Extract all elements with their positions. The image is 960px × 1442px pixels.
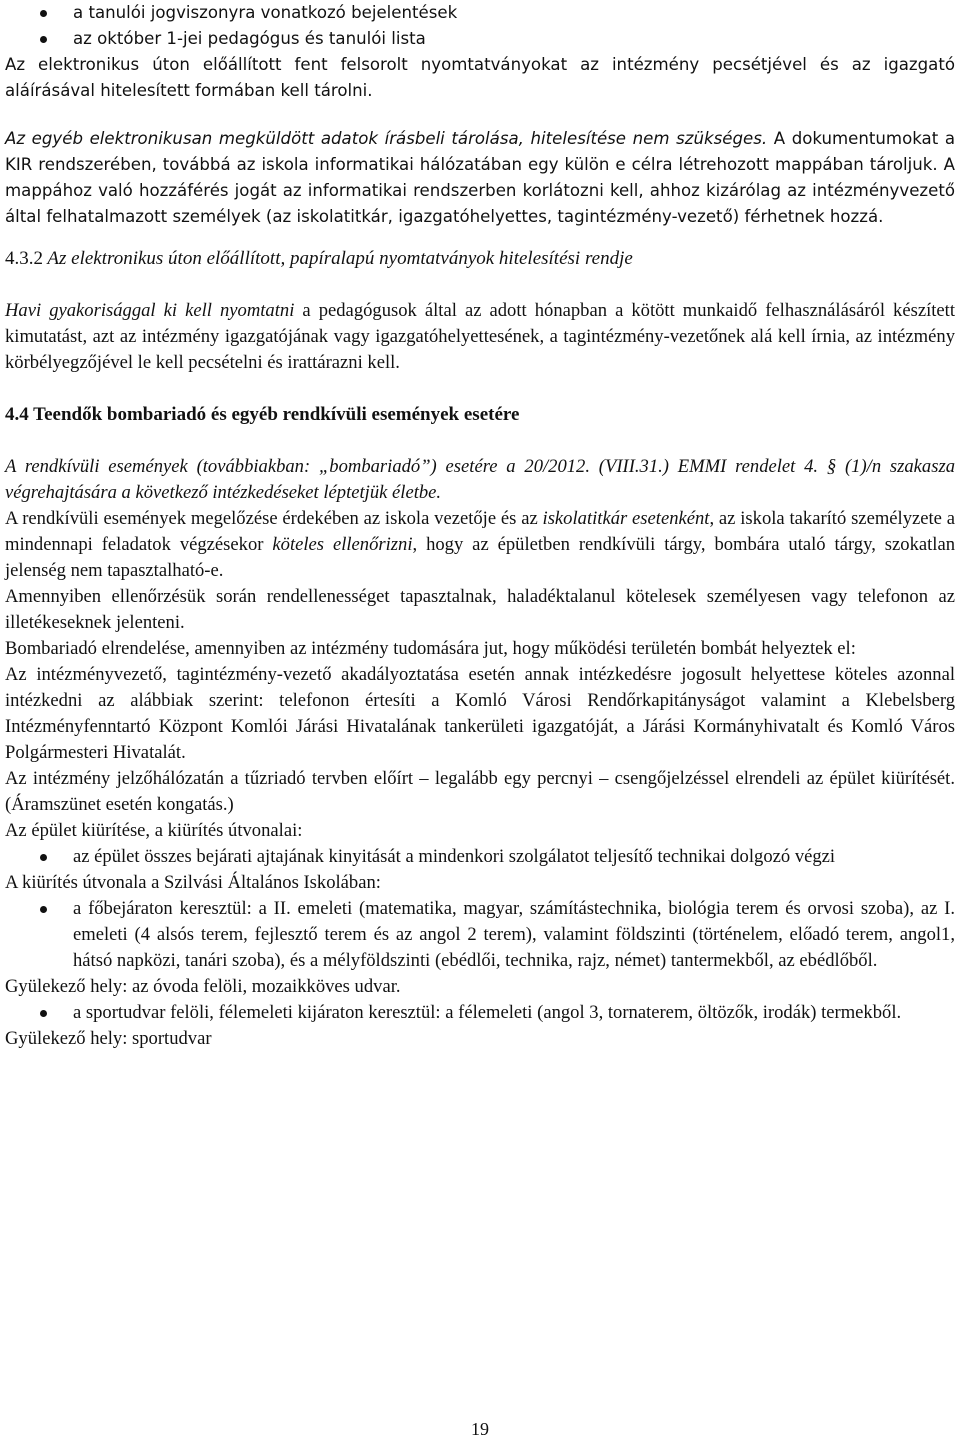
list-item [5,26,955,52]
bullet-icon [40,854,47,861]
monthly-text: a pedagógusok által az adott hónapban a kötött munkaidő felhasználásáról készített kimutatást, azt az intézmény igazgatójának vagy igazgatóhelyettesének, a tagintézmény-vezetőnek alá kell írnia, az intézmény körbélyegzőjével le kell pecsételni és irattárazni kell. [5,300,955,373]
list-item-text: a sportudvar felöli, félemeleti kijáraton keresztül: a félemeleti (angol 3, tornaterem, öltözők, irodák) termekből. [73,1002,902,1023]
prevention-text-2: , az iskola takarító személyzete a mindennapi feladatok végzésekor [5,508,955,555]
evacuation-bullet-list [5,844,955,870]
section-number: 4.3.2 [5,248,43,269]
top-bullet-list [5,0,955,52]
paragraph-decree: A rendkívüli események (továbbiakban: „bombariadó”) esetére a 20/2012. (VIII.31.) EMMI rendelet 4. § (1)/n szakasza végrehajtására a következő intézkedéseket léptetjük életbe. [5,456,955,503]
access-text: A mappához való hozzáférés jogát az informatikai rendszerben korlátozni kell, ahhoz kizárólag az intézményvezető által felhatalmazott személyek (az iskolatitkár, igazgatóhelyettes, tagintézmény-vezető) férhetnek hozzá. [5,155,955,226]
list-item [5,896,955,974]
paragraph-prevention [5,506,955,584]
paragraph-assembly-1: Gyülekező hely: az óvoda felöli, mozaikköves udvar. [5,976,401,997]
storage-italic-text: Az egyéb elektronikusan megküldött adatok írásbeli tárolása, hitelesítése nem szükséges. [5,129,768,148]
paragraph-alarm: Bombariadó elrendelése, amennyiben az intézmény tudomására jut, hogy működési területén bombát helyeztek el: [5,638,856,659]
list-item-text: az október 1-jei pedagógus és tanulói lista [73,29,426,48]
list-item-text: a főbejáraton keresztül: a II. emeleti (matematika, magyar, számítástechnika, biológia terem és orvosi szoba), az I. emeleti (4 alsós terem, fejlesztő terem és az angol 2 terem), valamint földszinti (történelem, előadó terem, angol1, hátsó napközi, tanári szoba), és a mélyföldszinti (ebédlői, technika, rajz, német) tantermekből, az ebédlőből. [73,898,955,971]
bullet-icon [40,10,47,17]
document-page [5,0,955,1052]
paragraph-signal: Az intézmény jelzőhálózatán a tűzriadó tervben előírt – legalább egy percnyi – csengőjelzéssel elrendeli az épület kiürítését. (Áramszünet esetén kongatás.) [5,768,955,815]
paragraph-authentication: Az elektronikus úton előállított fent felsorolt nyomtatványokat az intézmény pecsétjével és az igazgató aláírásával hitelesített formában kell tárolni. [5,55,955,100]
paragraph-notify: Az intézményvezető, tagintézmény-vezető akadályoztatása esetén annak intézkedésre jogosult helyettese köteles azonnal intézkedni az alábbiak szerint: telefonon értesíti a Komló Városi Rendőrkapitányságot valamint a Klebelsberg Intézményfenntartó Központ Komlói Járási Hivatalának tankerületi igazgatóját, a Járási Kormányhivatalt és Komló Város Polgármesteri Hivatalát. [5,664,955,763]
list-item [5,0,955,26]
paragraph-storage [5,126,955,230]
school-route-bullet-list [5,896,955,974]
section-heading-4-4: 4.4 Teendők bombariadó és egyéb rendkívüli események esetére [5,404,520,425]
paragraph-evacuation-routes: Az épület kiürítése, a kiürítés útvonalai: [5,820,303,841]
paragraph-assembly-2: Gyülekező hely: sportudvar [5,1028,212,1049]
bullet-icon [40,1010,47,1017]
bullet-icon [40,906,47,913]
storage-text: A dokumentumokat a KIR rendszerében, továbbá az iskola informatikai hálózatában egy külön e célra létrehozott mappában tároljuk. [5,129,955,174]
list-item-text: a tanulói jogviszonyra vonatkozó bejelentések [73,3,458,22]
page-number: 19 [471,1419,489,1439]
paragraph-monthly [5,298,955,376]
prevention-italic-2: köteles ellenőrizni [272,534,413,555]
paragraph-school-route: A kiürítés útvonala a Szilvási Általános Iskolában: [5,872,381,893]
prevention-text-1: A rendkívüli események megelőzése érdekében az iskola vezetője és az [5,508,543,529]
prevention-text-3: , hogy az épületben rendkívüli tárgy, bombára utaló tárgy, szokatlan jelenség nem tapasztalható-e. [5,534,955,581]
list-item [5,1000,955,1026]
list-item-text: az épület összes bejárati ajtajának kinyitását a mindenkori szolgálatot teljesítő technikai dolgozó végzi [73,846,836,867]
list-item [5,844,955,870]
paragraph-report: Amennyiben ellenőrzésük során rendellenességet tapasztalnak, haladéktalanul kötelesek személyesen vagy telefonon az illetékeseknek jelenteni. [5,586,955,633]
sport-bullet-list [5,1000,955,1026]
section-title: Az elektronikus úton előállított, papíralapú nyomtatványok hitelesítési rendje [43,248,633,269]
monthly-italic-text: Havi gyakorisággal ki kell nyomtatni [5,300,295,321]
bullet-icon [40,36,47,43]
section-heading-4-3-2 [5,246,955,272]
prevention-italic-1: iskolatitkár esetenként [542,508,710,529]
